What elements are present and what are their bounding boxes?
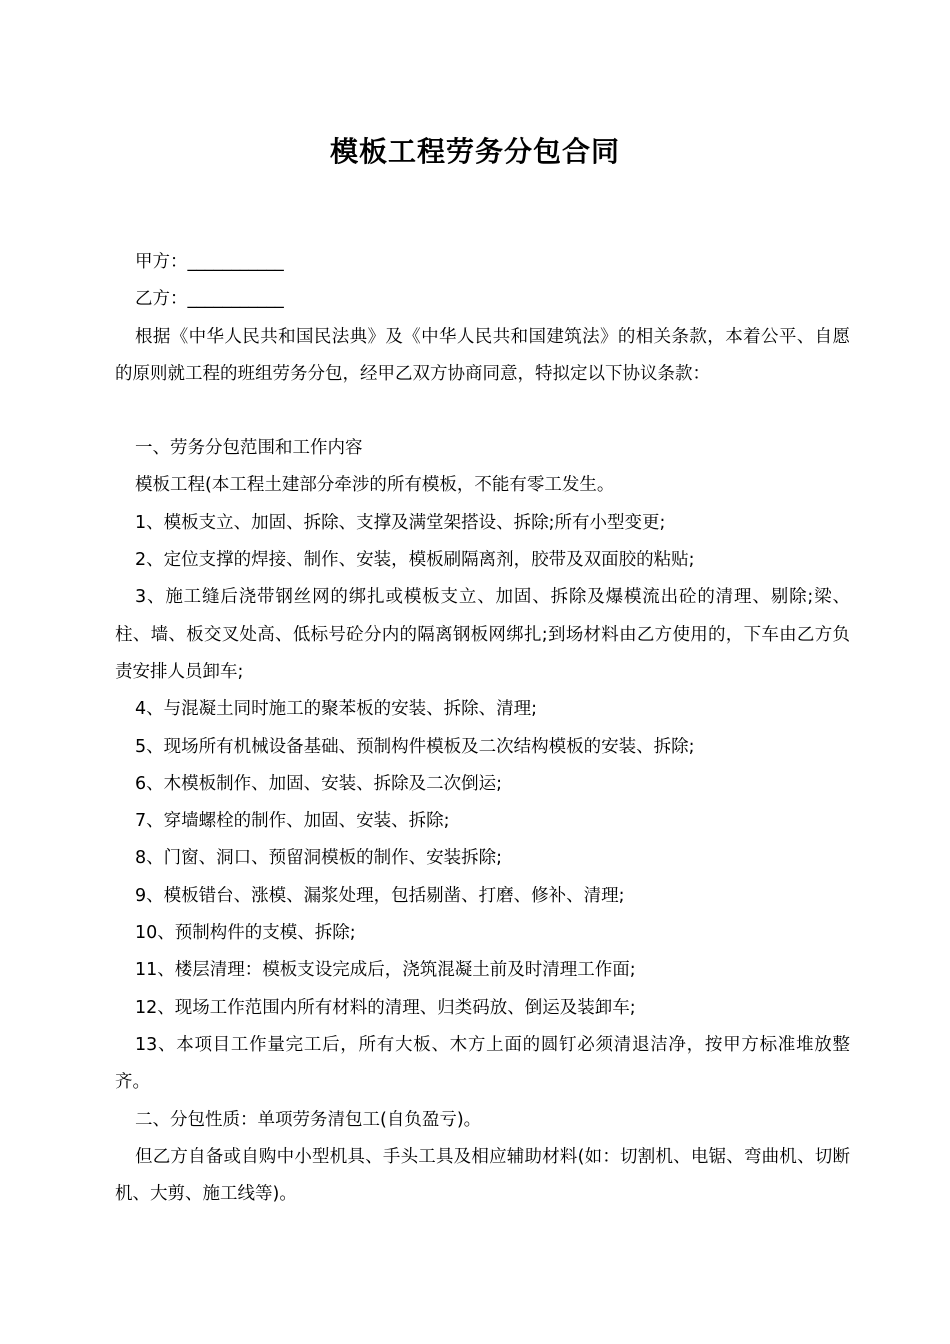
list-item-10: 10、预制构件的支模、拆除;	[135, 923, 356, 944]
paragraph-gap	[115, 393, 850, 430]
list-item-4: 4、与混凝土同时施工的聚苯板的安装、拆除、清理;	[135, 699, 538, 720]
section-1-description: 模板工程(本工程土建部分牵涉的所有模板，不能有零工发生。	[135, 475, 615, 496]
intro-paragraph: 根据《中华人民共和国民法典》及《中华人民共和国建筑法》的相关条款，本着公平、自愿的原则就工程的班组劳务分包，经甲乙双方协商同意，特拟定以下协议条款：	[115, 326, 850, 384]
list-item-12: 12、现场工作范围内所有材料的清理、归类码放、倒运及装卸车;	[135, 997, 636, 1018]
party-b-line: 乙方：___________	[135, 289, 284, 310]
section-2-heading: 二、分包性质：单项劳务清包工(自负盈亏)。	[135, 1109, 482, 1130]
list-item-9: 9、模板错台、涨模、漏浆处理，包括剔凿、打磨、修补、清理;	[135, 885, 625, 906]
list-item-3: 3、施工缝后浇带钢丝网的绑扎或模板支立、加固、拆除及爆模流出砼的清理、剔除;梁、柱、墙、板交叉处高、低标号砼分内的隔离钢板网绑扎;到场材料由乙方使用的，下车由乙方负责安排人员卸车;	[115, 587, 850, 682]
list-item-13: 13、本项目工作量完工后，所有大板、木方上面的圆钉必须清退洁净，按甲方标准堆放整齐。	[115, 1034, 850, 1093]
list-item-7: 7、穿墙螺栓的制作、加固、安装、拆除;	[135, 811, 450, 832]
document-body	[115, 244, 850, 1213]
section-2-description: 但乙方自备或自购中小型机具、手头工具及相应辅助材料(如：切割机、电锯、弯曲机、切断机、大剪、施工线等)。	[115, 1146, 850, 1205]
party-a-line: 甲方：___________	[135, 252, 284, 272]
list-item-1: 1、模板支立、加固、拆除、支撑及满堂架搭设、拆除;所有小型变更;	[135, 512, 666, 533]
list-item-11: 11、楼层清理：模板支设完成后，浇筑混凝土前及时清理工作面;	[135, 960, 636, 981]
list-item-8: 8、门窗、洞口、预留洞模板的制作、安装拆除;	[135, 848, 503, 869]
list-item-6: 6、木模板制作、加固、安装、拆除及二次倒运;	[135, 773, 503, 794]
list-item-5: 5、现场所有机械设备基础、预制构件模板及二次结构模板的安装、拆除;	[135, 736, 695, 757]
section-1-heading: 一、劳务分包范围和工作内容	[135, 438, 363, 459]
list-item-2: 2、定位支撑的焊接、制作、安装，模板刷隔离剂，胶带及双面胶的粘贴;	[135, 550, 695, 571]
document-title: 模板工程劳务分包合同	[329, 135, 620, 168]
